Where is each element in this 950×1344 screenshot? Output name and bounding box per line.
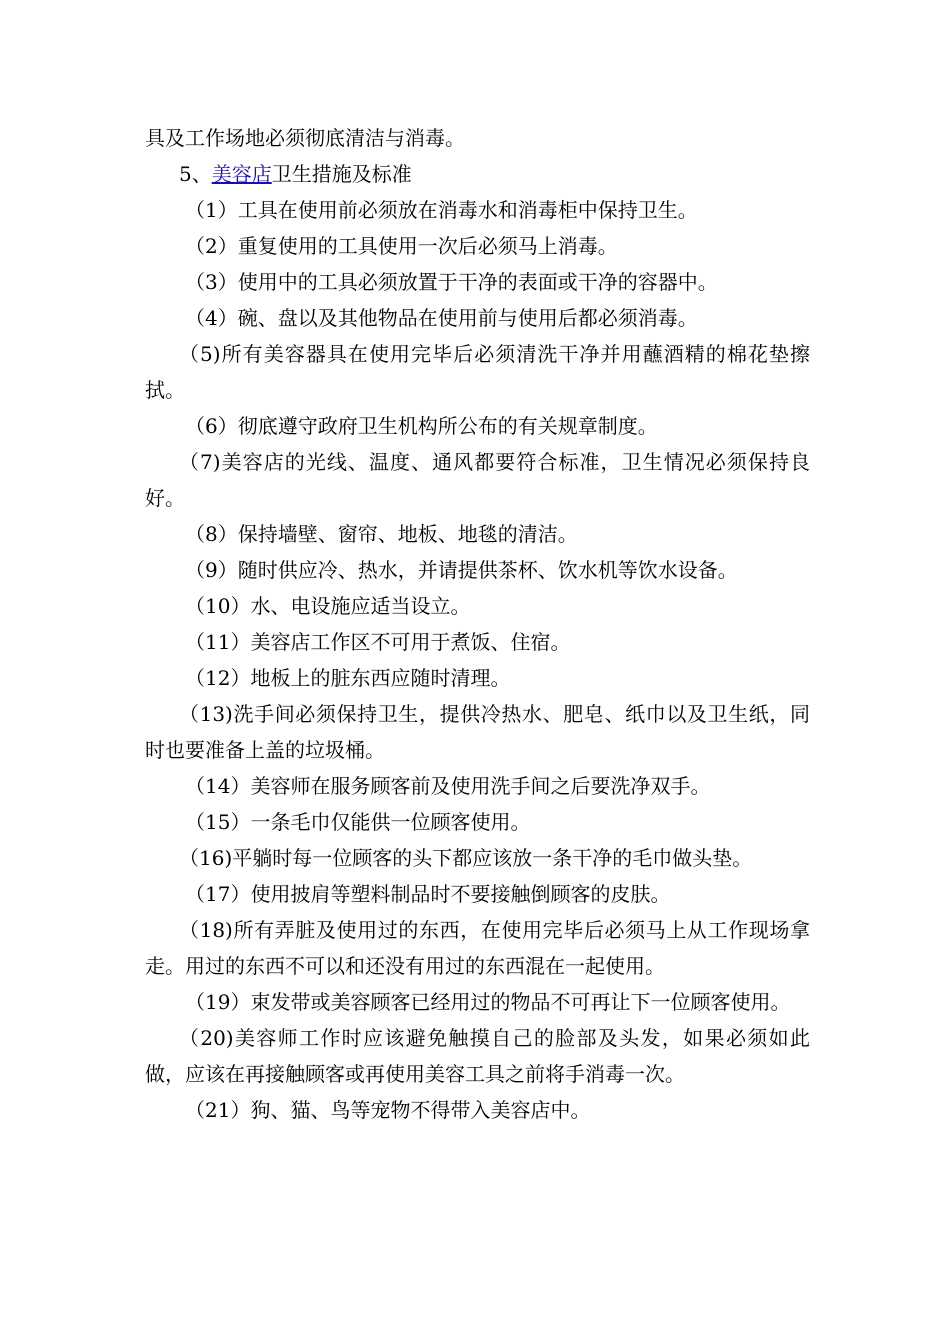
list-item-19: （19）束发带或美容顾客已经用过的物品不可再让下一位顾客使用。 — [185, 990, 791, 1014]
list-item-6: （6）彻底遵守政府卫生机构所公布的有关规章制度。 — [185, 414, 658, 438]
list-item-8: （8）保持墙壁、窗帘、地板、地毯的清洁。 — [185, 522, 578, 546]
list-item-17: （17）使用披肩等塑料制品时不要接触倒顾客的皮肤。 — [185, 882, 671, 906]
list-item-16: （16)平躺时每一位顾客的头下都应该放一条干净的毛巾做头垫。 — [179, 846, 753, 870]
section-heading-rest: 卫生措施及标准 — [271, 162, 412, 186]
list-item-12: （12）地板上的脏东西应随时清理。 — [185, 666, 511, 690]
list-item-2: （2）重复使用的工具使用一次后必须马上消毒。 — [185, 234, 618, 258]
list-item-9: （9）随时供应冷、热水，并请提供茶杯、饮水机等饮水设备。 — [185, 558, 738, 582]
list-item-20: （20)美容师工作时应该避免触摸自己的脸部及头发，如果必须如此做，应该在再接触顾客或再使用美容工具之前将手消毒一次。 — [145, 1026, 810, 1086]
list-item-4: （4）碗、盘以及其他物品在使用前与使用后都必须消毒。 — [185, 306, 698, 330]
list-item-3: （3）使用中的工具必须放置于干净的表面或干净的容器中。 — [185, 270, 718, 294]
section-number: 5、 — [179, 162, 212, 186]
list-item-7: （7)美容店的光线、温度、通风都要符合标准，卫生情况必须保持良好。 — [145, 450, 810, 510]
list-item-11: （11）美容店工作区不可用于煮饭、住宿。 — [185, 630, 571, 654]
document-body — [145, 120, 810, 1128]
list-item-10: （10）水、电设施应适当设立。 — [185, 594, 471, 618]
list-item-21: （21）狗、猫、鸟等宠物不得带入美容店中。 — [185, 1098, 591, 1122]
list-item-1: （1）工具在使用前必须放在消毒水和消毒柜中保持卫生。 — [185, 198, 698, 222]
list-item-14: （14）美容师在服务顾客前及使用洗手间之后要洗净双手。 — [185, 774, 711, 798]
list-item-15: （15）一条毛巾仅能供一位顾客使用。 — [185, 810, 531, 834]
list-item-13: （13)洗手间必须保持卫生，提供冷热水、肥皂、纸巾以及卫生纸，同时也要准备上盖的垃圾桶。 — [145, 702, 810, 762]
section-heading — [145, 156, 810, 192]
list-item-5: （5)所有美容器具在使用完毕后必须清洗干净并用蘸酒精的棉花垫擦拭。 — [145, 342, 810, 402]
list-item-18: （18)所有弄脏及使用过的东西，在使用完毕后必须马上从工作现场拿走。用过的东西不可以和还没有用过的东西混在一起使用。 — [145, 918, 810, 978]
section-link[interactable]: 美容店 — [211, 162, 272, 186]
intro-tail-line: 具及工作场地必须彻底清洁与消毒。 — [145, 126, 465, 150]
